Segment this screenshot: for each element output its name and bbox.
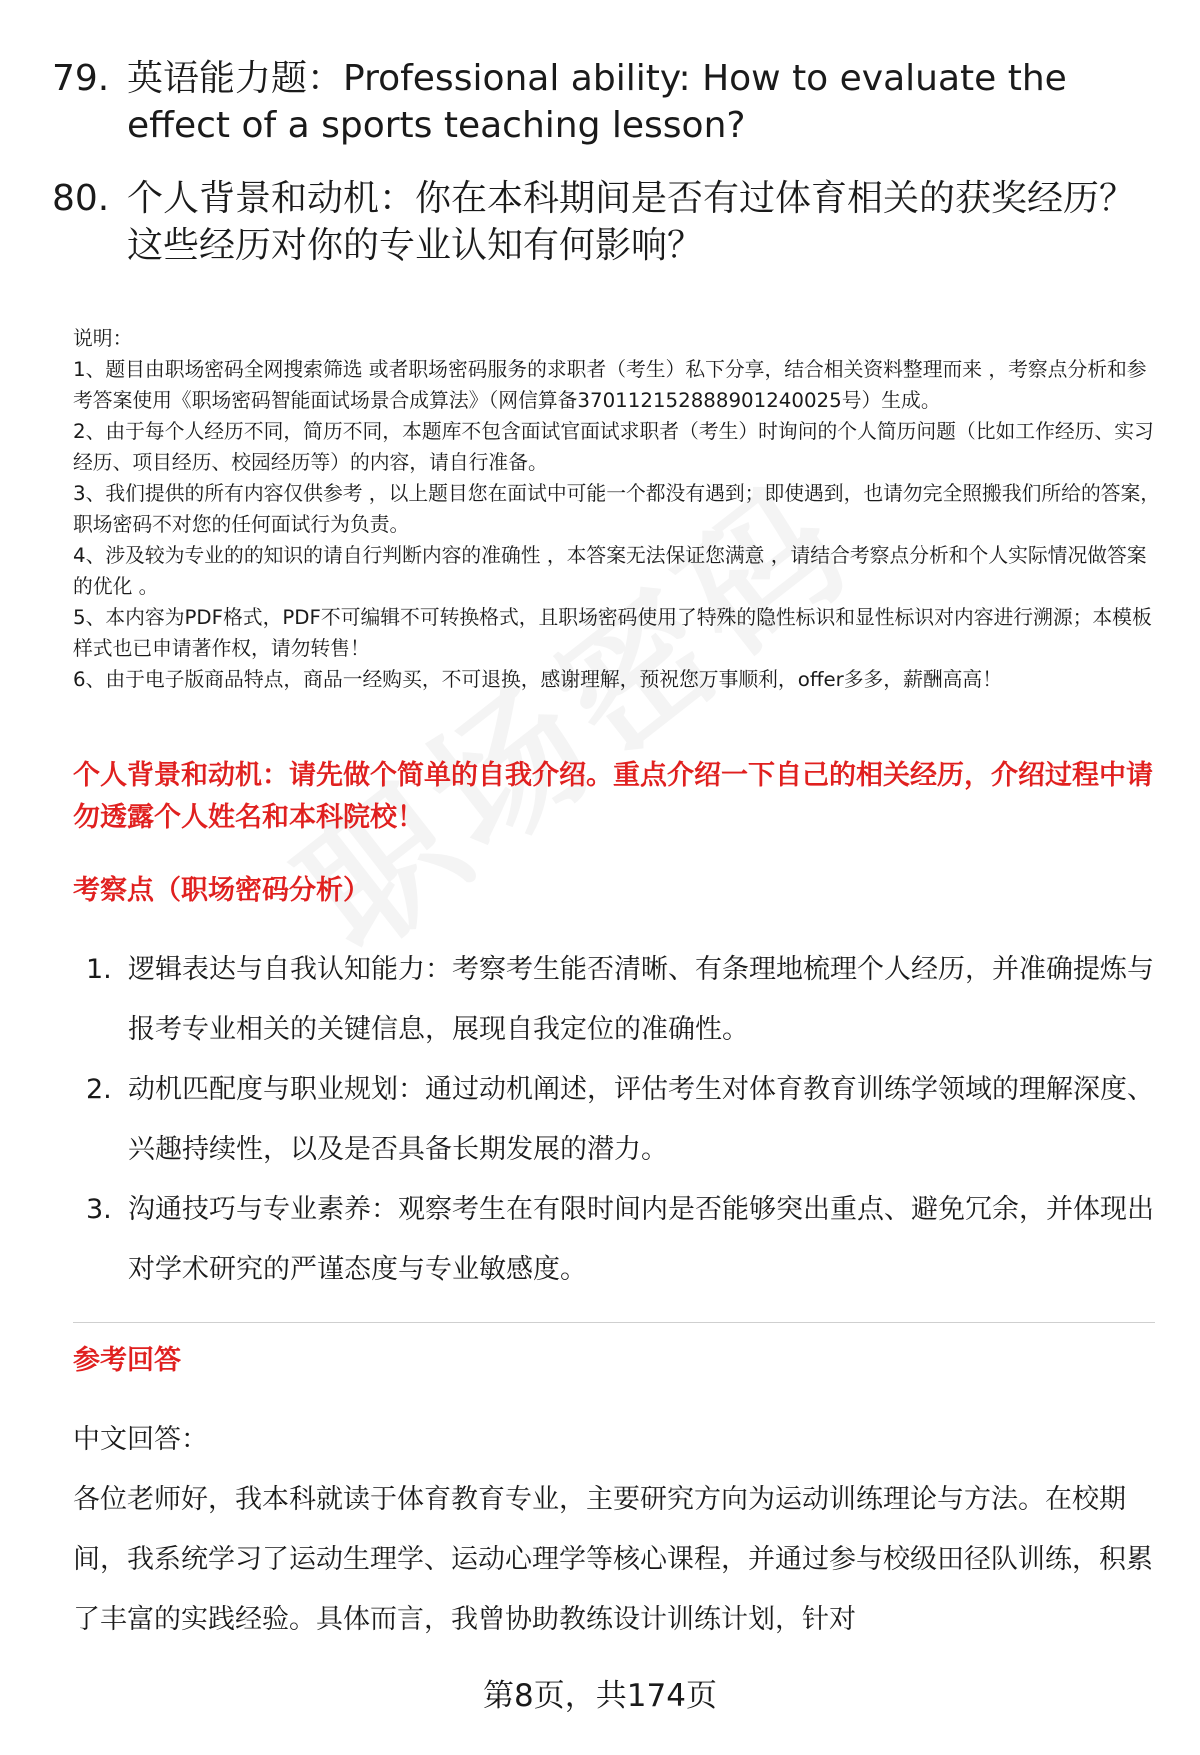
page-footer: 第8页，共174页 xyxy=(483,1678,717,1714)
question-number: 80. xyxy=(52,178,110,219)
analysis-point xyxy=(86,940,1166,1060)
answer-text: 各位老师好，我本科就读于体育教育专业，主要研究方向为运动训练理论与方法。在校期间，我系统学习了运动生理学、运动心理学等核心课程，并通过参与校级田径队训练，积累了丰富的实践经验。具体而言，我曾协助教练设计训练计划，针对 xyxy=(73,1484,1153,1635)
note-item: 6、由于电子版商品特点，商品一经购买，不可退换，感谢理解，预祝您万事顺利，offer多多，薪酬高高！ xyxy=(73,668,1002,691)
point-number: 1. xyxy=(86,954,112,985)
point-number: 3. xyxy=(86,1194,112,1225)
section-divider xyxy=(73,1322,1155,1323)
note-item: 4、涉及较为专业的的知识的请自行判断内容的准确性 ，本答案无法保证您满意 ，请结合考察点分析和个人实际情况做答案的优化 。 xyxy=(73,544,1147,598)
analysis-heading: 考察点（职场密码分析） xyxy=(73,875,370,906)
analysis-point xyxy=(86,1060,1166,1180)
answer-heading: 参考回答 xyxy=(73,1345,181,1376)
disclaimer-notes xyxy=(73,323,1163,695)
analysis-point xyxy=(86,1180,1166,1300)
point-text: 动机匹配度与职业规划：通过动机阐述，评估考生对体育教育训练学领域的理解深度、兴趣持续性，以及是否具备长期发展的潜力。 xyxy=(128,1074,1154,1165)
note-item: 5、本内容为PDF格式，PDF不可编辑不可转换格式，且职场密码使用了特殊的隐性标识和显性标识对内容进行溯源；本模板样式也已申请著作权，请勿转售！ xyxy=(73,606,1152,660)
answer-body xyxy=(73,1410,1163,1650)
note-item: 2、由于每个人经历不同，简历不同，本题库不包含面试官面试求职者（考生）时询问的个人简历问题（比如工作经历、实习经历、项目经历、校园经历等）的内容，请自行准备。 xyxy=(73,420,1154,474)
main-question-heading: 个人背景和动机：请先做个简单的自我介绍。重点介绍一下自己的相关经历，介绍过程中请勿透露个人姓名和本科院校！ xyxy=(73,760,1153,833)
question-text: 英语能力题：Professional ability: How to evaluate the effect of a sports teaching lesson? xyxy=(127,58,1067,146)
point-number: 2. xyxy=(86,1074,112,1105)
point-text: 沟通技巧与专业素养：观察考生在有限时间内是否能够突出重点、避免冗余，并体现出对学术研究的严谨态度与专业敏感度。 xyxy=(128,1194,1154,1285)
note-item: 1、题目由职场密码全网搜索筛选 或者职场密码服务的求职者（考生）私下分享，结合相关资料整理而来 ，考察点分析和参考答案使用《职场密码智能面试场景合成算法》（网信算备370112152888901240025号）生成。 xyxy=(73,358,1147,412)
question-number: 79. xyxy=(52,58,110,99)
analysis-points-list xyxy=(86,940,1166,1300)
question-79 xyxy=(52,55,1162,149)
point-text: 逻辑表达与自我认知能力：考察考生能否清晰、有条理地梳理个人经历，并准确提炼与报考专业相关的关键信息，展现自我定位的准确性。 xyxy=(128,954,1154,1045)
question-80 xyxy=(52,175,1162,269)
notes-title: 说明： xyxy=(73,327,133,350)
question-text: 个人背景和动机：你在本科期间是否有过体育相关的获奖经历？这些经历对你的专业认知有何影响？ xyxy=(127,178,1136,266)
answer-label: 中文回答： xyxy=(73,1424,208,1455)
note-item: 3、我们提供的所有内容仅供参考 ，以上题目您在面试中可能一个都没有遇到；即使遇到，也请勿完全照搬我们所给的答案，职场密码不对您的任何面试行为负责。 xyxy=(73,482,1161,536)
